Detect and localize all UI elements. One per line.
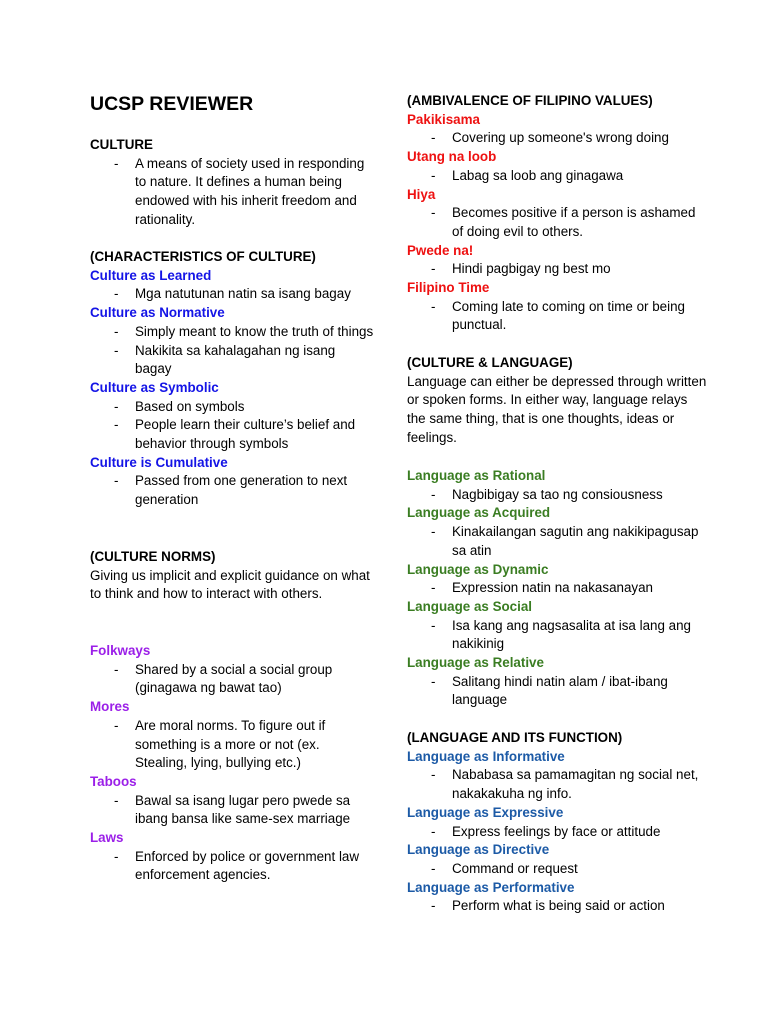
list-item: - Express feelings by face or attitude bbox=[431, 823, 661, 839]
section-heading: (CHARACTERISTICS OF CULTURE) bbox=[90, 249, 316, 264]
bullet-list bbox=[90, 155, 375, 230]
subheading: Folkways bbox=[90, 643, 151, 658]
item-text: Expression natin na nakasanayan bbox=[452, 580, 653, 596]
bullet-list bbox=[90, 792, 375, 829]
bullet-list bbox=[90, 285, 375, 304]
item-text: Shared by a social a social group (ginagawa ng bawat tao) bbox=[135, 661, 333, 696]
item-text: Covering up someone's wrong doing bbox=[452, 130, 669, 146]
bullet-list bbox=[407, 129, 707, 148]
list-item: - Nababasa sa pamamagitan ng social net, nakakakuha ng info. bbox=[431, 767, 699, 802]
item-text: Passed from one generation to next generation bbox=[135, 473, 348, 508]
list-item: - Perform what is being said or action bbox=[431, 898, 665, 914]
list-item: - Nakikita sa kahalagahan ng isang bagay bbox=[114, 342, 336, 377]
bullet-list bbox=[407, 766, 707, 803]
subheading: Culture as Learned bbox=[90, 267, 212, 283]
bullet-list bbox=[407, 204, 707, 241]
subheading: Language as Rational bbox=[407, 468, 546, 483]
section-heading: CULTURE bbox=[90, 137, 153, 152]
item-text: Isa kang ang nagsasalita at isa lang ang nakikinig bbox=[452, 617, 691, 652]
bullet-list bbox=[407, 523, 707, 560]
list-item: - Labag sa loob ang ginagawa bbox=[431, 167, 624, 183]
bullet-list bbox=[90, 717, 375, 773]
subheading: Language as Directive bbox=[407, 842, 550, 858]
subheading: Hiya bbox=[407, 186, 436, 202]
bullet-list bbox=[90, 848, 375, 885]
section-heading: (CULTURE NORMS) bbox=[90, 549, 216, 564]
section-filipino-values bbox=[407, 92, 707, 335]
item-text: Express feelings by face or attitude bbox=[452, 823, 661, 839]
item-text: Command or request bbox=[452, 860, 578, 876]
subheading: Culture is Cumulative bbox=[90, 454, 228, 470]
bullet-list bbox=[90, 661, 375, 698]
subheading: Language as Performative bbox=[407, 879, 575, 895]
item-text: Simply meant to know the truth of things bbox=[135, 323, 374, 339]
bullet-list bbox=[407, 167, 707, 186]
section-culture-language bbox=[407, 354, 707, 448]
item-text: Kinakailangan sagutin ang nakikipagusap sa atin bbox=[452, 524, 699, 558]
section-heading: (CULTURE & LANGUAGE) bbox=[407, 355, 573, 370]
item-text: Coming late to coming on time or being punctual. bbox=[452, 298, 685, 333]
bullet-list bbox=[407, 823, 707, 842]
bullet-list bbox=[407, 897, 707, 916]
subheading: Language as Social bbox=[407, 598, 533, 614]
item-text: Nagbibigay sa tao ng consiousness bbox=[452, 486, 663, 502]
subheading: Utang na loob bbox=[407, 149, 497, 165]
list-item: - Nagbibigay sa tao ng consiousness bbox=[431, 486, 663, 502]
list-item: - Becomes positive if a person is ashamed of doing evil to others. bbox=[431, 205, 696, 239]
section-intro: Language can either be depressed through written or spoken forms. In either way, language relays the same thing, that is one thoughts, ideas or feelings. bbox=[407, 373, 707, 445]
list-item: - Hindi pagbigay ng best mo bbox=[431, 261, 611, 277]
bullet-list bbox=[407, 673, 707, 710]
subheading: Language as Informative bbox=[407, 748, 565, 764]
list-item: - Salitang hindi natin alam / ibat-ibang language bbox=[431, 673, 668, 708]
bullet-list bbox=[407, 579, 707, 598]
list-item: - Covering up someone's wrong doing bbox=[431, 130, 669, 146]
section-culture-norms bbox=[90, 548, 375, 604]
bullet-list bbox=[407, 298, 707, 335]
list-item: - Simply meant to know the truth of things bbox=[114, 323, 374, 339]
list-item: - Bawal sa isang lugar pero pwede sa ibang bansa like same-sex marriage bbox=[114, 792, 351, 827]
subheading: Culture as Symbolic bbox=[90, 379, 219, 395]
subheading: Language as Dynamic bbox=[407, 561, 549, 577]
item-text: Based on symbols bbox=[135, 398, 245, 414]
item-text: Nakikita sa kahalagahan ng isang bagay bbox=[135, 342, 336, 377]
item-text: Becomes positive if a person is ashamed of doing evil to others. bbox=[452, 205, 696, 239]
item-text: Enforced by police or government law enforcement agencies. bbox=[135, 848, 360, 883]
item-text: Nababasa sa pamamagitan ng social net, nakakakuha ng info. bbox=[452, 767, 699, 802]
bullet-list bbox=[407, 860, 707, 879]
section-heading: (AMBIVALENCE OF FILIPINO VALUES) bbox=[407, 93, 653, 108]
list-item: - Coming late to coming on time or being punctual. bbox=[431, 298, 685, 333]
bullet-list bbox=[407, 617, 707, 654]
item-text: Are moral norms. To figure out if something is a more or not (ex. Stealing, lying, bullying etc.) bbox=[135, 717, 326, 771]
subheading: Language as Expressive bbox=[407, 804, 564, 820]
subheading: Culture as Normative bbox=[90, 305, 225, 321]
subheading: Taboos bbox=[90, 773, 137, 789]
item-text: People learn their culture’s belief and behavior through symbols bbox=[135, 417, 356, 452]
list-item: - Are moral norms. To figure out if something is a more or not (ex. Stealing, lying, bullying etc.) bbox=[114, 717, 326, 771]
item-text: Perform what is being said or action bbox=[452, 898, 665, 914]
list-item: - Shared by a social a social group (ginagawa ng bawat tao) bbox=[114, 661, 333, 696]
bullet-list bbox=[407, 260, 707, 279]
item-text: A means of society used in responding to nature. It defines a human being endowed with his inherit freedom and rationality. bbox=[135, 155, 365, 227]
bullet-list bbox=[90, 472, 375, 509]
subheading: Laws bbox=[90, 830, 124, 846]
page-title: UCSP REVIEWER bbox=[90, 93, 254, 115]
section-culture bbox=[90, 136, 375, 230]
list-item: - Passed from one generation to next generation bbox=[114, 473, 348, 508]
subheading: Language as Relative bbox=[407, 655, 544, 671]
item-text: Salitang hindi natin alam / ibat-ibang language bbox=[452, 673, 668, 708]
list-item: - Mga natutunan natin sa isang bagay bbox=[114, 286, 351, 302]
list-item: - People learn their culture’s belief and behavior through symbols bbox=[114, 417, 356, 452]
subheading: Pakikisama bbox=[407, 111, 480, 127]
item-text: Hindi pagbigay ng best mo bbox=[452, 261, 611, 277]
section-language-types bbox=[407, 467, 707, 710]
bullet-list bbox=[90, 398, 375, 454]
section-heading: (LANGUAGE AND ITS FUNCTION) bbox=[407, 730, 623, 745]
item-text: Bawal sa isang lugar pero pwede sa ibang bansa like same-sex marriage bbox=[135, 792, 351, 827]
list-item: - Command or request bbox=[431, 860, 578, 876]
subheading: Language as Acquired bbox=[407, 505, 551, 521]
list-item: - Based on symbols bbox=[114, 398, 245, 414]
section-intro: Giving us implicit and explicit guidance on what to think and how to interact with others. bbox=[90, 567, 370, 602]
list-item: - Expression natin na nakasanayan bbox=[431, 580, 653, 596]
item-text: Labag sa loob ang ginagawa bbox=[452, 167, 624, 183]
item-text: Mga natutunan natin sa isang bagay bbox=[135, 286, 351, 302]
list-item: - Isa kang ang nagsasalita at isa lang ang nakikinig bbox=[431, 617, 691, 652]
bullet-list bbox=[90, 323, 375, 379]
list-item: - Enforced by police or government law enforcement agencies. bbox=[114, 848, 360, 883]
section-characteristics bbox=[90, 248, 375, 510]
bullet-list bbox=[407, 486, 707, 505]
section-norm-types bbox=[90, 642, 375, 885]
subheading: Filipino Time bbox=[407, 280, 490, 296]
list-item: - A means of society used in responding to nature. It defines a human being endowed with his inherit freedom and rationality. bbox=[114, 155, 365, 227]
subheading: Mores bbox=[90, 699, 130, 715]
list-item: - Kinakailangan sagutin ang nakikipagusap sa atin bbox=[431, 524, 699, 558]
section-language-function bbox=[407, 729, 707, 916]
subheading: Pwede na! bbox=[407, 242, 474, 258]
